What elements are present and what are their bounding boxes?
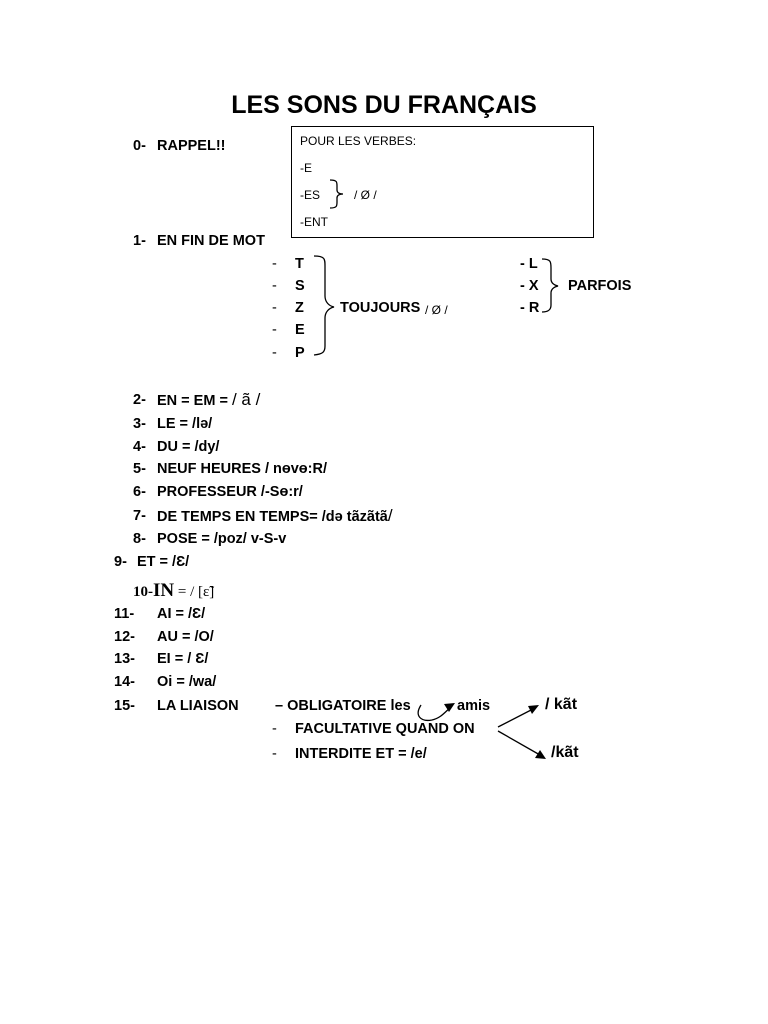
item-number: 6- <box>133 484 146 500</box>
parfois-brace <box>542 259 558 312</box>
dash: - <box>272 322 277 338</box>
dash: - <box>272 256 277 272</box>
dash: - <box>272 278 277 294</box>
item-text: EI = / Ɛ/ <box>157 651 209 667</box>
verb-ending-e: -E <box>300 161 312 175</box>
verb-ending-es: -ES <box>300 188 321 202</box>
item-text: LE = /lə/ <box>157 416 213 432</box>
parfois-label: PARFOIS <box>568 278 632 294</box>
liaison-obligatoire: – OBLIGATOIRE les <box>275 698 411 714</box>
liaison-facultative: FACULTATIVE QUAND ON <box>295 721 475 737</box>
item9-text: ET = /Ɛ/ <box>137 554 190 570</box>
item-number: 4- <box>133 439 146 455</box>
item-text: PROFESSEUR /-Sɵ:r/ <box>157 484 303 500</box>
item-number: 8- <box>133 531 146 547</box>
toujours-label: TOUJOURS <box>340 300 421 316</box>
section1-label: EN FIN DE MOT <box>157 233 265 249</box>
letter-t: T <box>295 256 304 272</box>
arrowhead-up <box>528 705 539 714</box>
letter-x: - X <box>520 278 539 294</box>
arrowhead-liaison <box>444 703 455 712</box>
liaison-interdite: INTERDITE ET = /e/ <box>295 746 427 762</box>
section1-number: 1- <box>133 233 146 249</box>
toujours-result: / Ø / <box>425 303 448 317</box>
item-text: EN = EM = / ã / <box>157 390 261 409</box>
verb-ending-result: / Ø / <box>354 188 377 202</box>
verb-ending-ent: -ENT <box>300 215 328 229</box>
item-number: 12- <box>114 629 135 645</box>
item-text: Oi = /wa/ <box>157 674 217 690</box>
item-text: DU = /dy/ <box>157 439 220 455</box>
item-number: 13- <box>114 651 135 667</box>
item-number: 7- <box>133 508 146 524</box>
liaison-label: LA LIAISON <box>157 698 239 714</box>
letter-r: - R <box>520 300 540 316</box>
item9-number: 9- <box>114 554 127 570</box>
dash: - <box>272 721 277 737</box>
liaison-number: 15- <box>114 698 135 714</box>
arrowhead-down <box>535 750 546 759</box>
letter-s: S <box>295 278 305 294</box>
item-text: DE TEMPS EN TEMPS= /də tãzãtã/ <box>157 506 393 525</box>
verbs-box-heading: POUR LES VERBES: <box>300 134 417 148</box>
item-text: AI = /Ɛ/ <box>157 606 206 622</box>
letter-l: - L <box>520 256 538 272</box>
arrow-down <box>498 731 540 755</box>
page-title: LES SONS DU FRANÇAIS <box>231 91 537 119</box>
dash: - <box>272 300 277 316</box>
liaison-kat-2: /kãt <box>551 744 579 761</box>
arrow-up <box>498 709 533 727</box>
item-text: NEUF HEURES / nɵvɵ:R/ <box>157 461 327 477</box>
item10: 10-IN = / [ɛ̃] <box>133 580 215 601</box>
liaison-curve-arrow <box>418 705 452 720</box>
letter-e: E <box>295 322 305 338</box>
item-number: 11- <box>114 606 135 622</box>
liaison-amis: amis <box>457 698 491 714</box>
letter-p: P <box>295 345 305 361</box>
dash: - <box>272 345 277 361</box>
rappel-number: 0- <box>133 138 146 154</box>
item-text: POSE = /poz/ v-S-v <box>157 531 287 547</box>
letter-z: Z <box>295 300 304 316</box>
item-number: 14- <box>114 674 135 690</box>
item-number: 2- <box>133 392 146 408</box>
item-number: 3- <box>133 416 146 432</box>
toujours-brace <box>314 256 334 355</box>
item-text: AU = /O/ <box>157 629 214 645</box>
liaison-kat-1: / kãt <box>545 696 578 713</box>
rappel-label: RAPPEL!! <box>157 138 226 154</box>
item-number: 5- <box>133 461 146 477</box>
dash: - <box>272 746 277 762</box>
